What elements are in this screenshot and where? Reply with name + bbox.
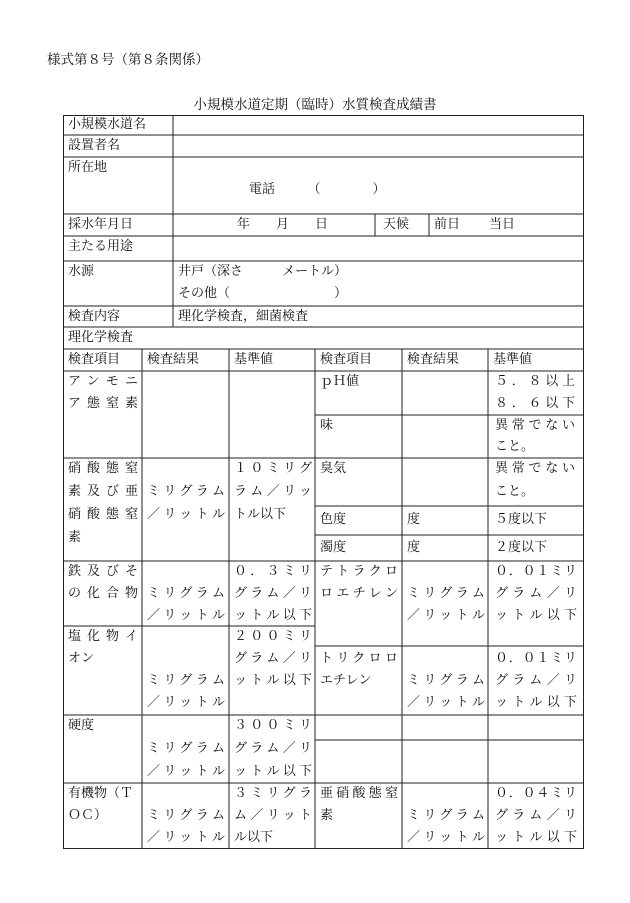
result-nitrite-unit2: ／リットル [407, 830, 485, 845]
col-result-right: 検査結果 [407, 352, 460, 367]
item-taste: 味 [320, 418, 334, 433]
result-hardness-unit1: ミリグラム [147, 741, 225, 756]
result-chloride-unit1: ミリグラム [147, 673, 225, 688]
std-odor-line2: こと。 [495, 484, 535, 499]
weather-same-day: 当日 [489, 217, 516, 232]
col-standard-right: 基準値 [493, 352, 533, 367]
item-nitrite-line1: 亜硝酸態窒 [320, 786, 398, 801]
form-title: 小規模水道定期（臨時）水質検査成績書 [193, 97, 437, 113]
std-tetrachloroethylene-line3: ットル以下 [495, 608, 577, 623]
item-nitrite-line2: 素 [320, 808, 334, 823]
item-odor: 臭気 [320, 461, 347, 476]
label-inspection-content: 検査内容 [68, 309, 121, 324]
result-nitrite-unit1: ミリグラム [407, 808, 485, 823]
col-result-left: 検査結果 [147, 352, 200, 367]
result-hardness-unit2: ／リットル [147, 764, 225, 779]
label-location: 所在地 [68, 160, 108, 175]
std-chloride-line2: グラム／リ [234, 651, 312, 666]
result-tetrachloroethylene-unit1: ミリグラム [407, 586, 485, 601]
col-item-left: 検査項目 [68, 352, 121, 367]
item-nitrate-line3: 硝酸態窒 [68, 507, 138, 522]
std-chloride-line1: ２００ミリ [234, 629, 312, 644]
result-color-unit: 度 [407, 512, 421, 527]
std-taste-line1: 異常でない [495, 418, 575, 433]
item-iron-line1: 鉄及びそ [68, 564, 138, 579]
std-chloride-line3: ットル以下 [234, 673, 312, 688]
result-nitrate-unit2: ／リットル [147, 507, 225, 522]
item-iron-line2: の化合物 [68, 586, 138, 601]
weather-prev-day: 前日 [434, 217, 461, 232]
std-nitrate-line1: １０ミリグ [234, 461, 312, 476]
item-chloride-line1: 塩化物イ [68, 629, 138, 644]
label-main-use: 主たる用途 [68, 239, 134, 254]
phone-text: 電話 （ ） [249, 182, 386, 197]
std-nitrite-line2: グラム／リ [495, 808, 577, 823]
col-standard-left: 基準値 [234, 352, 274, 367]
label-sampling-date: 採水年月日 [68, 217, 134, 232]
label-installer: 設置者名 [68, 138, 121, 153]
item-toc-line2: ＯＣ） [68, 808, 108, 823]
inspection-report-table [63, 115, 584, 849]
std-iron-line3: ットル以下 [234, 608, 312, 623]
item-turbidity: 濁度 [320, 540, 347, 555]
result-toc-unit1: ミリグラム [147, 808, 225, 823]
std-trichloroethylene-line2: グラム／リ [495, 673, 577, 688]
result-toc-unit2: ／リットル [147, 830, 225, 845]
item-trichloroethylene-line1: トリクロロ [320, 651, 398, 666]
col-item-right: 検査項目 [320, 352, 373, 367]
std-color: ５度以下 [495, 512, 548, 527]
std-hardness-line2: グラム／リ [234, 741, 312, 756]
item-hardness: 硬度 [68, 718, 95, 733]
label-water-source: 水源 [68, 264, 95, 279]
std-iron-line2: グラム／リ [234, 586, 312, 601]
item-nitrate-line1: 硝酸態窒 [68, 461, 138, 476]
result-iron-unit1: ミリグラム [147, 586, 225, 601]
std-odor-line1: 異常でない [495, 461, 575, 476]
item-ammonia-line2: ア態窒素 [68, 396, 138, 411]
std-hardness-line1: ３００ミリ [234, 718, 312, 733]
result-chloride-unit2: ／リットル [147, 695, 225, 710]
sampling-date-blank: 年 月 日 [237, 217, 329, 232]
item-ph: ｐＨ値 [320, 374, 360, 389]
std-ph-line1: ５．８以上 [495, 374, 575, 389]
label-water-supply-name: 小規模水道名 [68, 117, 147, 132]
inspection-content-value: 理化学検査，細菌検査 [178, 309, 309, 324]
result-trichloroethylene-unit1: ミリグラム [407, 673, 485, 688]
result-nitrate-unit1: ミリグラム [147, 484, 225, 499]
std-nitrite-line1: ０．０４ミリ [495, 786, 577, 801]
result-turbidity-unit: 度 [407, 540, 421, 555]
std-ph-line2: ８．６以下 [495, 396, 575, 411]
result-tetrachloroethylene-unit2: ／リットル [407, 608, 485, 623]
std-trichloroethylene-line3: ットル以下 [495, 695, 577, 710]
std-toc-line2: ム／リット [234, 808, 312, 823]
item-tetrachloroethylene-line2: ロエチレン [320, 586, 398, 601]
std-iron-line1: ０．３ミリ [234, 564, 312, 579]
std-turbidity: ２度以下 [495, 540, 548, 555]
std-tetrachloroethylene-line1: ０．０１ミリ [495, 564, 577, 579]
item-chloride-line2: オン [68, 651, 95, 666]
result-iron-unit2: ／リットル [147, 608, 225, 623]
std-tetrachloroethylene-line2: グラム／リ [495, 586, 577, 601]
std-toc-line3: ル以下 [234, 830, 274, 845]
item-tetrachloroethylene-line1: テトラクロ [320, 564, 398, 579]
item-color: 色度 [320, 512, 347, 527]
std-hardness-line3: ットル以下 [234, 764, 312, 779]
std-taste-line2: こと。 [495, 439, 535, 454]
item-trichloroethylene-line2: エチレン [320, 673, 372, 688]
std-trichloroethylene-line1: ０．０１ミリ [495, 651, 577, 666]
water-source-well: 井戸（深さ メートル） [178, 264, 348, 279]
item-toc-line1: 有機物（Ｔ [68, 786, 134, 801]
item-ammonia-line1: アンモニ [68, 374, 138, 389]
label-physchem: 理化学検査 [68, 330, 134, 345]
std-toc-line1: ３ミリグラ [234, 786, 312, 801]
result-trichloroethylene-unit2: ／リットル [407, 695, 485, 710]
item-nitrate-line2: 素及び亜 [68, 484, 138, 499]
std-nitrate-line3: トル以下 [234, 507, 287, 522]
std-nitrate-line2: ラム／リッ [234, 484, 312, 499]
water-source-other: その他（ ） [178, 286, 348, 301]
form-number: 様式第８号（第８条関係） [47, 52, 209, 68]
item-nitrate-line4: 素 [68, 530, 82, 545]
std-nitrite-line3: ットル以下 [495, 830, 577, 845]
label-weather: 天候 [383, 217, 410, 232]
